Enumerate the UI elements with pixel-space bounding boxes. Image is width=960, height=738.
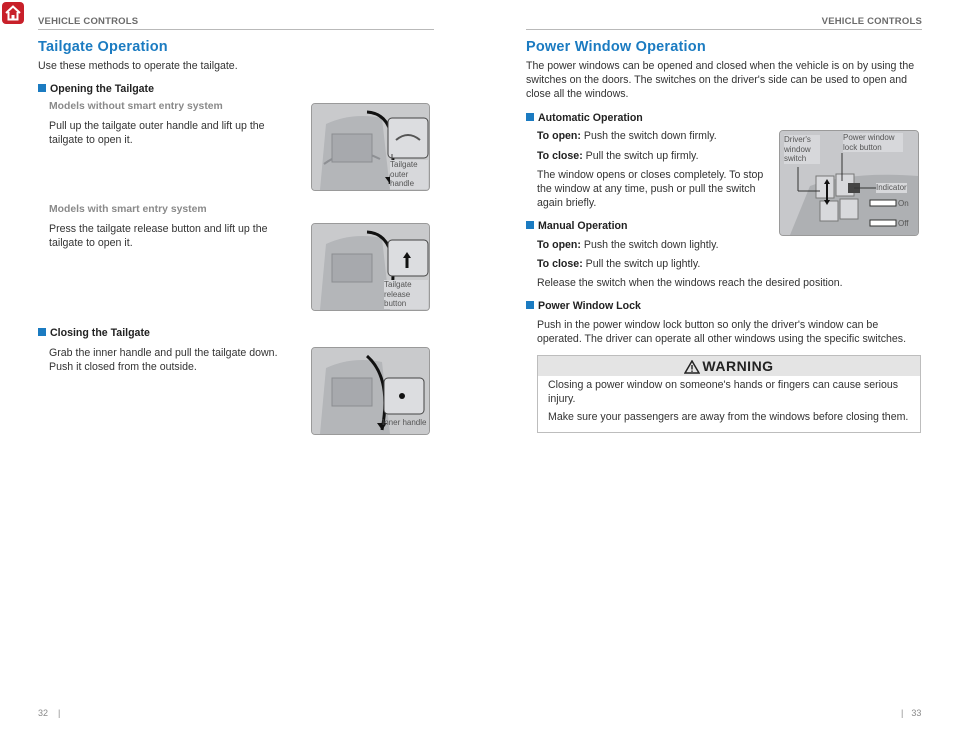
section-bullet-icon <box>38 84 46 92</box>
driver-switch-caption-line: switch <box>784 154 807 163</box>
closing-heading: Closing the Tailgate <box>38 327 150 339</box>
automatic-note: The window opens or closes completely. To stop the window at any time, push or pull the switch again briefly. <box>537 169 764 209</box>
indicator-caption: Indicator <box>876 183 907 192</box>
outer-handle-caption-line: outer <box>390 169 409 179</box>
lock-text: Push in the power window lock button so only the driver's window can be operated. The driver can operate all other windows using the specific switches. <box>537 319 907 345</box>
right-header-rule <box>526 29 922 30</box>
section-bullet-icon <box>526 113 534 121</box>
smart-entry-text: Press the tailgate release button and lift up the tailgate to open it. <box>49 223 268 249</box>
automatic-open: To open: Push the switch down firmly. <box>537 130 717 142</box>
manual-heading: Manual Operation <box>526 220 627 232</box>
tailgate-outer-handle-image <box>311 103 430 191</box>
section-bullet-icon <box>526 221 534 229</box>
warning-title: WARNING <box>702 358 774 374</box>
warning-line-1: Closing a power window on someone's hands or fingers can cause serious injury. <box>548 379 899 405</box>
left-header-rule <box>38 29 434 30</box>
window-switch-image <box>779 130 919 236</box>
tailgate-release-button-image <box>311 223 430 311</box>
driver-switch-caption-line: window <box>784 144 811 154</box>
smart-entry-title: Models with smart entry system <box>49 204 207 215</box>
release-caption-line: button <box>384 299 407 308</box>
warning-triangle-icon <box>684 360 700 379</box>
lock-button-caption-line: lock button <box>843 142 882 152</box>
manual-close: To close: Pull the switch up lightly. <box>537 258 701 270</box>
automatic-heading: Automatic Operation <box>526 112 643 124</box>
right-running-header: VEHICLE CONTROLS <box>821 16 922 27</box>
outer-handle-caption-line: handle <box>390 179 415 188</box>
release-caption-line: release <box>384 289 411 299</box>
lock-button-caption-line: Power window <box>843 133 895 142</box>
warning-line-2: Make sure your passengers are away from the windows before closing them. <box>548 411 909 423</box>
right-page-number: | 33 <box>901 708 922 718</box>
section-bullet-icon <box>38 328 46 336</box>
no-smart-entry-title: Models without smart entry system <box>49 101 223 112</box>
house-glyph <box>2 2 24 24</box>
left-running-header: VEHICLE CONTROLS <box>38 16 139 27</box>
release-caption-line: Tailgate <box>384 280 412 289</box>
no-smart-entry-text: Pull up the tailgate outer handle and lift up the tailgate to open it. <box>49 120 265 146</box>
power-window-title: Power Window Operation <box>526 39 706 55</box>
warning-box <box>537 355 921 433</box>
indicator-off-label: Off <box>898 219 909 228</box>
manual-open: To open: Push the switch down lightly. <box>537 239 719 251</box>
closing-text: Grab the inner handle and pull the tailgate down. Push it closed from the outside. <box>49 347 278 373</box>
inner-handle-caption: Inner handle <box>382 418 427 427</box>
indicator-on-label: On <box>898 199 909 208</box>
home-icon[interactable] <box>2 2 24 24</box>
opening-heading: Opening the Tailgate <box>38 83 154 95</box>
manual-note: Release the switch when the windows reach the desired position. <box>537 277 843 289</box>
warning-header <box>538 356 920 376</box>
automatic-close: To close: Pull the switch up firmly. <box>537 150 699 162</box>
tailgate-inner-handle-image <box>311 347 430 435</box>
outer-handle-caption-line: Tailgate <box>390 160 418 169</box>
lock-heading: Power Window Lock <box>526 300 641 312</box>
tailgate-intro: Use these methods to operate the tailgate. <box>38 60 238 72</box>
tailgate-title: Tailgate Operation <box>38 39 168 55</box>
driver-switch-caption-line: Driver's <box>784 135 811 144</box>
left-page-number: 32 | <box>38 708 61 718</box>
power-window-intro: The power windows can be opened and closed when the vehicle is on by using the switches on the doors. The switches on the driver's side can be used to open and close all the windows. <box>526 60 915 100</box>
section-bullet-icon <box>526 301 534 309</box>
